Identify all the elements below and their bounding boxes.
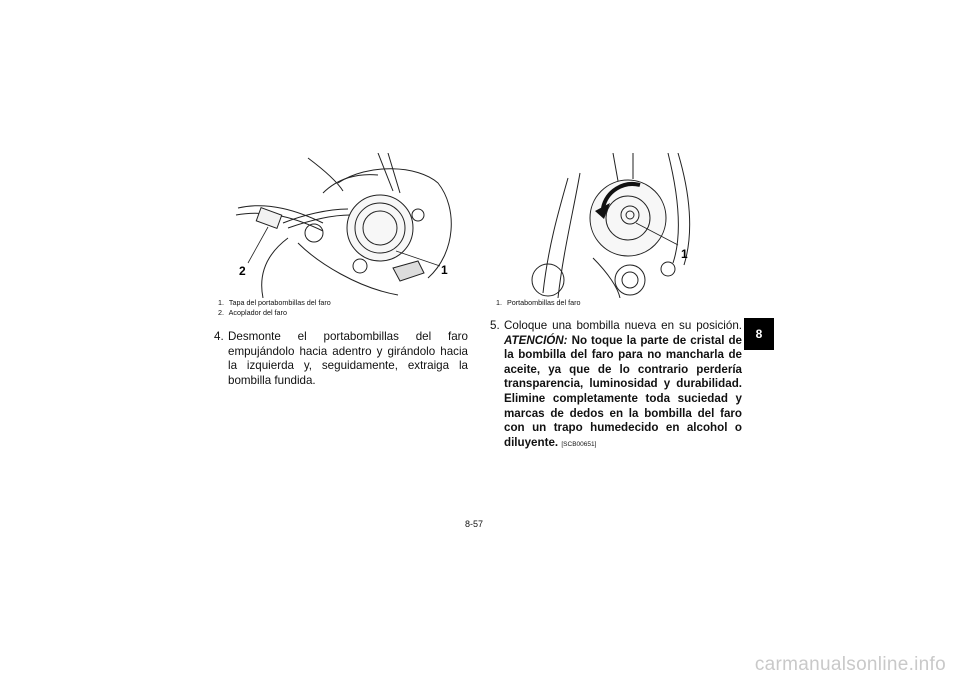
figure-left-captions xyxy=(218,298,331,318)
caption-item: 1. Portabombillas del faro xyxy=(496,298,581,307)
step-text: Coloque una bombilla nueva en su posición. xyxy=(504,319,742,332)
warning-label: ATENCIÓN: xyxy=(504,333,568,347)
callout-1: 1 xyxy=(441,263,448,277)
page-number: 8-57 xyxy=(465,519,484,529)
figure-right-captions xyxy=(496,298,581,308)
callout-1: 1 xyxy=(681,247,688,261)
warning-text: No toque la parte de cristal de la bombilla del faro para no mancharla de aceite, ya que de lo contrario perdería transparencia, luminosidad y durabilidad. Elimine completamente toda suciedad y marcas de dedos en la bombilla del faro con un trapo humedecido en alcohol o diluyente. xyxy=(504,333,742,449)
headlight-cover-drawing xyxy=(228,153,472,298)
callout-2: 2 xyxy=(239,264,246,278)
watermark: carmanualsonline.info xyxy=(754,654,946,675)
caption-item: 2. Acoplador del faro xyxy=(218,308,287,317)
step-number: 4. xyxy=(214,330,224,343)
step-text: Desmonte el portabombillas del faro empujándolo hacia adentro y girándolo hacia la izquierda y, seguidamente, extraiga la bombilla fundida. xyxy=(228,330,468,387)
step-number: 5. xyxy=(490,319,500,332)
caption-item: 1. Tapa del portabombillas del faro xyxy=(218,298,331,307)
step-4-paragraph xyxy=(214,330,468,388)
headlight-coupler-illustration xyxy=(228,153,472,298)
bulb-holder-illustration xyxy=(518,153,704,298)
reference-code: [SCB00651] xyxy=(561,440,597,448)
bulb-holder-drawing xyxy=(518,153,704,298)
chapter-tab: 8 xyxy=(744,318,774,350)
step-5-paragraph xyxy=(490,319,742,452)
